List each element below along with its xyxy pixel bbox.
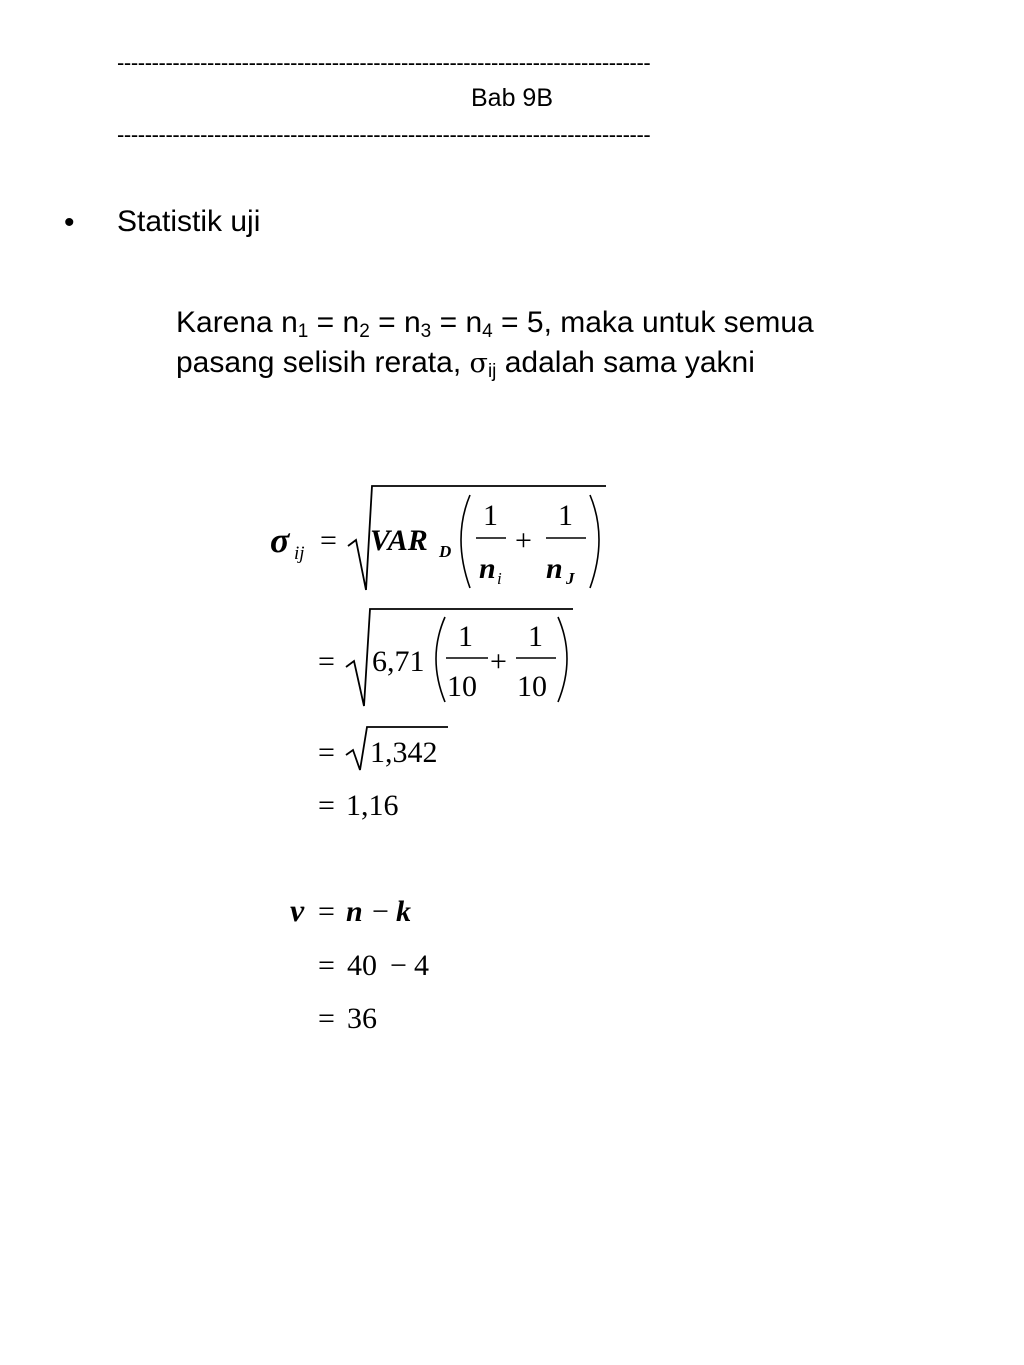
paragraph-fragment: 4 xyxy=(482,321,493,342)
paragraph-fragment: = 5, maka untuk semua pasang selisih rerata, xyxy=(176,306,814,379)
sigma-subscript: ij xyxy=(294,543,305,564)
equals-sign: = xyxy=(318,736,335,769)
denominator-ten: 10 xyxy=(517,670,547,703)
formula-nu-definition xyxy=(290,892,411,928)
n-symbol: n xyxy=(346,895,363,928)
equals-sign: = xyxy=(318,949,335,982)
paren-close xyxy=(590,495,599,588)
paragraph-fragment: = n xyxy=(369,306,421,339)
numerator-one: 1 xyxy=(558,499,573,532)
formula-nu-substitution xyxy=(318,949,429,982)
n-symbol: n xyxy=(546,552,563,585)
k-symbol: k xyxy=(396,895,411,928)
var-subscript: D xyxy=(439,542,452,561)
paragraph-fragment: 3 xyxy=(420,321,432,342)
header-rule-bottom: ----------------------------------------------------------------------------- xyxy=(117,124,651,146)
minus-sign: − xyxy=(390,949,407,982)
numerator-one: 1 xyxy=(458,620,473,653)
sigma-symbol: σ xyxy=(270,520,290,560)
equals-sign: = xyxy=(318,1002,335,1035)
formula-sigma-sqrt xyxy=(318,727,448,770)
equals-sign: = xyxy=(318,789,335,822)
minus-sign: − xyxy=(372,895,389,928)
sigma-result: 1,16 xyxy=(346,789,399,822)
paragraph-fragment: = n xyxy=(431,306,483,339)
paragraph-fragment: 1 xyxy=(297,321,309,342)
n-symbol: n xyxy=(479,552,496,585)
n-i-subscript: i xyxy=(497,569,502,588)
paragraph-fragment: ij xyxy=(487,361,497,382)
nu-result: 36 xyxy=(347,1002,377,1035)
variance-value: 6,71 xyxy=(372,645,425,678)
sqrt-value: 1,342 xyxy=(370,736,438,769)
header-rule-top: ----------------------------------------------------------------------------- xyxy=(117,52,651,74)
formula-sigma-definition xyxy=(270,486,606,590)
var-symbol: VAR xyxy=(370,524,428,557)
header-title: Bab 9B xyxy=(470,84,553,112)
formula-nu-result xyxy=(318,1002,377,1035)
paragraph-fragment: σ xyxy=(469,348,488,379)
k-value: 4 xyxy=(414,949,429,982)
paragraph-fragment: Karena n xyxy=(176,306,298,339)
formula-sigma-result xyxy=(318,789,399,822)
numerator-one: 1 xyxy=(528,620,543,653)
paragraph-fragment: = n xyxy=(308,306,360,339)
section-heading: Statistik uji xyxy=(117,205,261,238)
plus-sign: + xyxy=(515,524,532,557)
plus-sign: + xyxy=(490,645,507,678)
paragraph-fragment: adalah sama yakni xyxy=(496,346,755,379)
paren-close xyxy=(558,617,567,702)
equals-sign: = xyxy=(320,524,337,557)
denominator-ten: 10 xyxy=(447,670,477,703)
paragraph-fragment: 2 xyxy=(359,321,370,342)
equals-sign: = xyxy=(318,895,335,928)
bullet-icon: • xyxy=(64,206,75,239)
equals-sign: = xyxy=(318,645,335,678)
n-value: 40 xyxy=(347,949,377,982)
nu-symbol: ν xyxy=(290,892,305,928)
paren-open xyxy=(461,495,470,588)
formula-sigma-substitution xyxy=(318,609,573,706)
numerator-one: 1 xyxy=(483,499,498,532)
paren-open xyxy=(436,617,445,702)
n-j-subscript: J xyxy=(566,569,575,588)
